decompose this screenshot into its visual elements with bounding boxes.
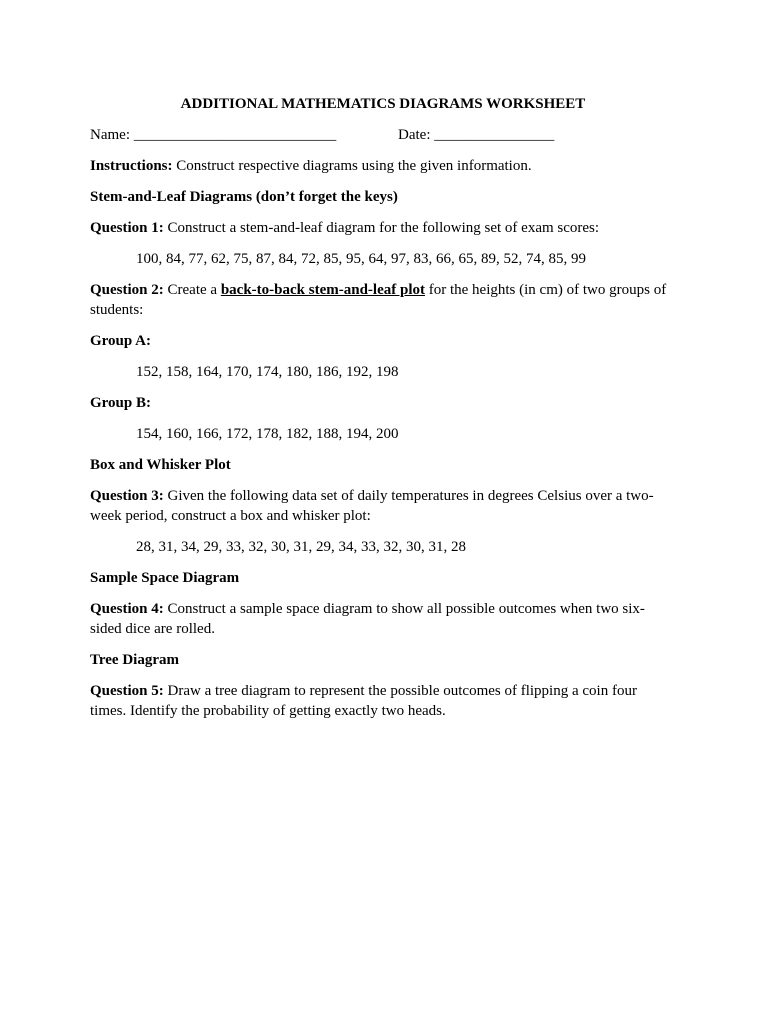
question-5 xyxy=(90,681,670,721)
instructions xyxy=(90,156,670,176)
question-2 xyxy=(90,280,670,320)
question-1-text: Construct a stem-and-leaf diagram for the following set of exam scores: xyxy=(167,220,600,236)
question-2-label: Question 2: xyxy=(90,282,164,298)
section-heading-tree: Tree Diagram xyxy=(90,652,179,668)
group-a-label: Group A: xyxy=(90,333,151,349)
question-5-label: Question 5: xyxy=(90,683,164,699)
instructions-text: Construct respective diagrams using the given information. xyxy=(176,158,532,174)
question-3-text: Given the following data set of daily temperatures in degrees Celsius over a two-week period, construct a box and whisker plot: xyxy=(90,488,654,524)
question-1-label: Question 1: xyxy=(90,220,164,236)
question-1 xyxy=(90,218,670,238)
instructions-label: Instructions: xyxy=(90,158,173,174)
date-blank: ________________ xyxy=(434,127,555,143)
name-label: Name: xyxy=(90,127,130,143)
question-1-data: 100, 84, 77, 62, 75, 87, 84, 72, 85, 95, 64, 97, 83, 66, 65, 89, 52, 74, 85, 99 xyxy=(136,251,586,267)
question-4-label: Question 4: xyxy=(90,601,164,617)
question-2-text-before: Create a xyxy=(167,282,218,298)
section-heading-box-whisker: Box and Whisker Plot xyxy=(90,457,231,473)
question-5-text: Draw a tree diagram to represent the possible outcomes of flipping a coin four times. Identify the probability of getting exactly two heads. xyxy=(90,683,637,719)
section-heading-stem-leaf: Stem-and-Leaf Diagrams (don’t forget the keys) xyxy=(90,189,398,205)
question-3-data: 28, 31, 34, 29, 33, 32, 30, 31, 29, 34, 33, 32, 30, 31, 28 xyxy=(136,539,466,555)
question-3 xyxy=(90,486,670,526)
group-b-data: 154, 160, 166, 172, 178, 182, 188, 194, 200 xyxy=(136,426,399,442)
group-b-label: Group B: xyxy=(90,395,151,411)
question-2-emphasis: back-to-back stem-and-leaf plot xyxy=(220,282,425,298)
question-4 xyxy=(90,599,670,639)
question-4-text: Construct a sample space diagram to show all possible outcomes when two six-sided dice are rolled. xyxy=(90,601,645,637)
worksheet-title: ADDITIONAL MATHEMATICS DIAGRAMS WORKSHEET xyxy=(180,96,586,112)
question-2-text-after: for the heights (in cm) of two groups of students: xyxy=(90,282,667,318)
date-label: Date: xyxy=(398,127,431,143)
name-field xyxy=(90,127,336,143)
date-field xyxy=(398,125,554,145)
question-3-label: Question 3: xyxy=(90,488,164,504)
section-heading-sample-space: Sample Space Diagram xyxy=(90,570,240,586)
name-blank: ___________________________ xyxy=(133,127,337,143)
group-a-data: 152, 158, 164, 170, 174, 180, 186, 192, 198 xyxy=(136,364,399,380)
name-date-line xyxy=(90,125,670,145)
